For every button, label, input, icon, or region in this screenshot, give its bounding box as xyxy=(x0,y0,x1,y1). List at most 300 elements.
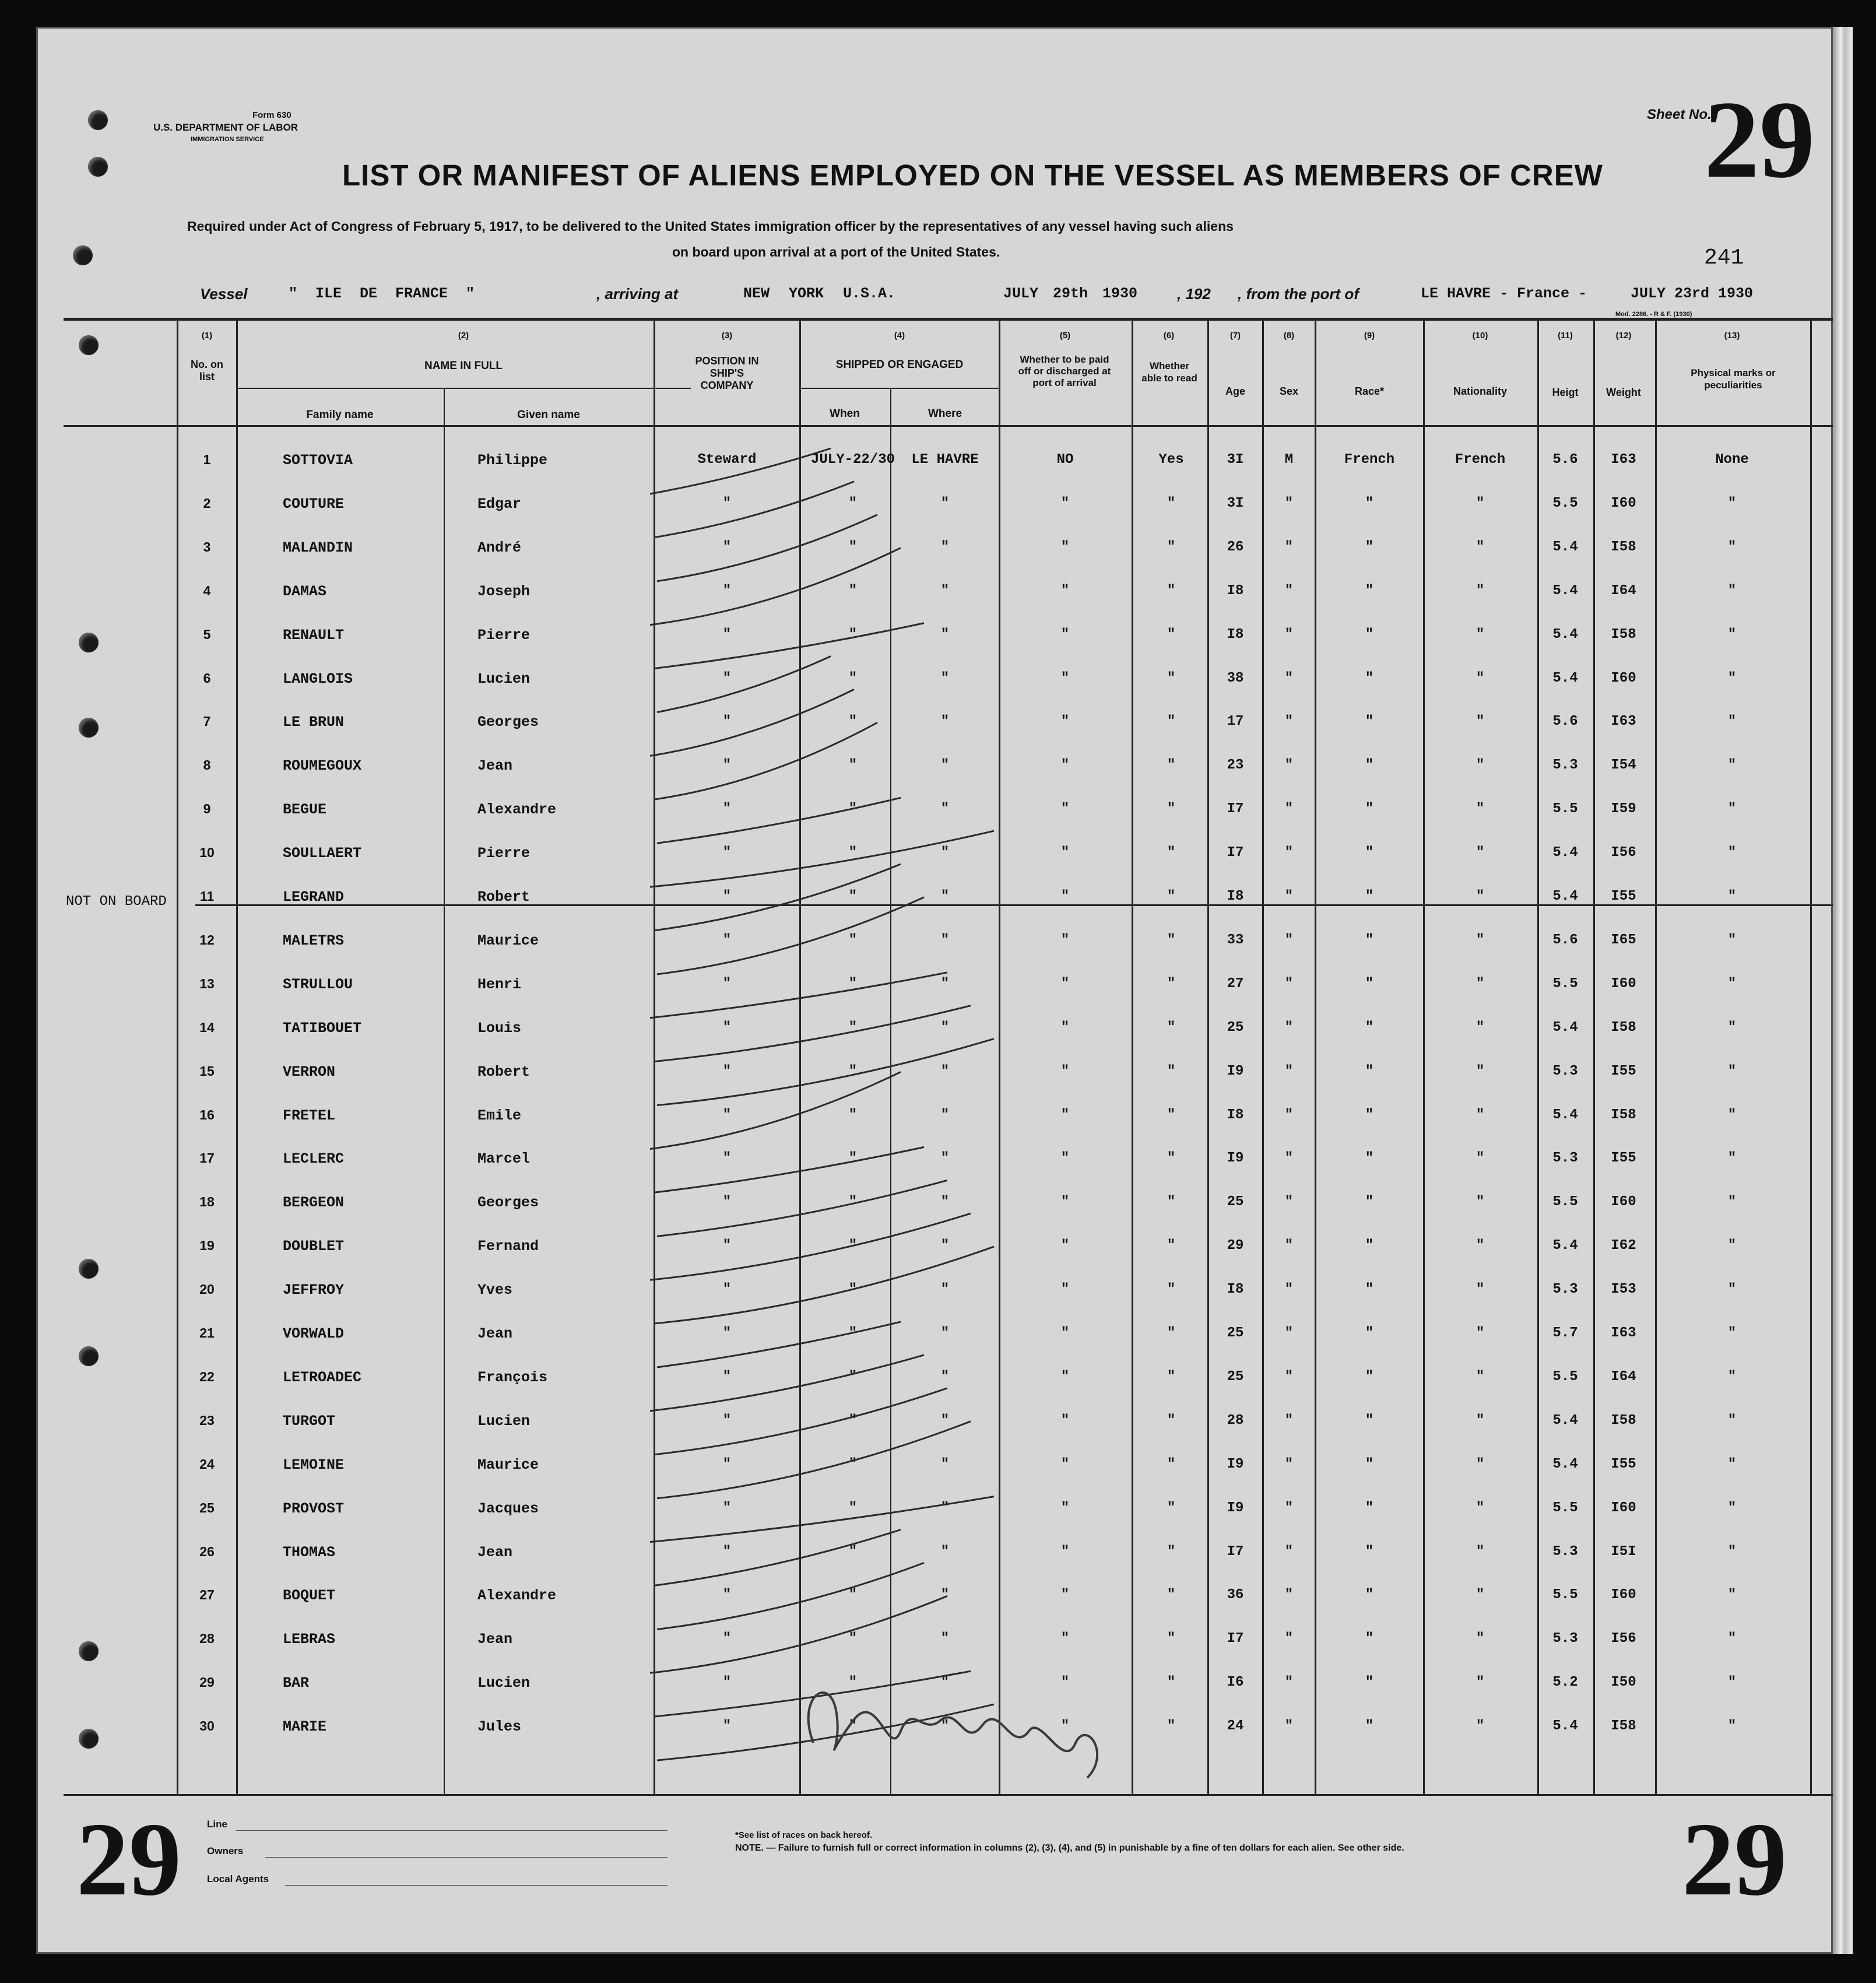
cell-given: Jean xyxy=(477,1325,513,1342)
punch-hole xyxy=(79,1346,99,1366)
cell-race: " xyxy=(1365,582,1374,599)
cell-weight: I64 xyxy=(1611,1368,1636,1385)
cell-sex: " xyxy=(1284,1325,1294,1341)
cell-weight: I56 xyxy=(1611,1631,1636,1647)
cell-nationality: " xyxy=(1475,1063,1485,1079)
cell-read: " xyxy=(1167,1282,1176,1298)
cell-position: " xyxy=(722,1500,732,1516)
cell-read: " xyxy=(1167,975,1176,992)
cell-nationality: " xyxy=(1475,539,1485,555)
cell-family: BEGUE xyxy=(283,801,327,819)
cell-no: 12 xyxy=(199,932,215,947)
footer-agents-label: Local Agents xyxy=(207,1873,269,1884)
cell-race: " xyxy=(1365,1194,1374,1210)
year-label: , 192 xyxy=(1177,285,1211,303)
cell-sex: " xyxy=(1284,626,1294,643)
cell-position: " xyxy=(722,1063,732,1079)
cell-height: 5.6 xyxy=(1552,932,1578,948)
cell-given: Jean xyxy=(477,757,513,775)
column-divider xyxy=(1593,320,1595,1795)
column-divider xyxy=(999,320,1000,1795)
cell-given: Lucien xyxy=(477,1675,531,1692)
footer-agents-rule xyxy=(285,1885,668,1886)
cell-given: Jean xyxy=(477,1543,513,1561)
cell-no: 25 xyxy=(199,1500,215,1515)
cell-when: " xyxy=(848,1587,858,1603)
punch-hole xyxy=(79,1641,99,1661)
cell-sex: " xyxy=(1284,1282,1294,1298)
footer-race-note: *See list of races on back hereof. xyxy=(735,1830,873,1840)
cell-race: " xyxy=(1365,1063,1374,1079)
footer-penalty-note: NOTE. — Failure to furnish full or correct information in columns (2), (3), (4), and (5) in punishable by a fine of ten dollars for each alien. See other side. xyxy=(735,1843,1404,1853)
cell-where: " xyxy=(940,670,950,686)
cell-race: " xyxy=(1365,1456,1374,1472)
cell-weight: I58 xyxy=(1611,1107,1636,1123)
col-9-number: (9) xyxy=(1364,331,1375,341)
cell-family: MARIE xyxy=(283,1718,327,1736)
cell-given: François xyxy=(477,1368,548,1386)
cell-given: Robert xyxy=(477,1063,531,1080)
cell-given: Louis xyxy=(477,1019,522,1037)
cell-race: " xyxy=(1365,1019,1374,1036)
cell-no: 4 xyxy=(203,582,211,598)
col-1-header: No. on list xyxy=(191,359,223,382)
pencil-check-stroke xyxy=(650,548,901,625)
cell-race: " xyxy=(1365,1587,1374,1603)
col-8-number: (8) xyxy=(1283,331,1295,341)
cell-position: " xyxy=(722,845,732,861)
cell-race: " xyxy=(1365,1500,1374,1516)
column-divider xyxy=(444,388,445,1795)
cell-race: French xyxy=(1344,452,1395,468)
cell-when: " xyxy=(848,495,858,511)
cell-where: " xyxy=(940,1019,950,1036)
punch-hole xyxy=(79,633,99,652)
cell-nationality: " xyxy=(1475,582,1485,599)
pencil-check-stroke xyxy=(650,1213,971,1280)
cell-when: " xyxy=(848,889,858,904)
cell-paid-off: " xyxy=(1060,1587,1070,1603)
col-5-header: Whether to be paid off or discharged at port of arrival xyxy=(1018,354,1111,388)
cell-given: Alexandre xyxy=(477,801,557,819)
not-on-board-strike xyxy=(195,904,1839,906)
vessel-name: " ILE DE FRANCE " xyxy=(289,285,475,302)
cell-weight: I60 xyxy=(1611,1587,1636,1603)
cell-nationality: " xyxy=(1475,1412,1485,1429)
pencil-check-stroke xyxy=(654,482,854,538)
cell-where: " xyxy=(940,1587,950,1603)
cell-weight: I58 xyxy=(1611,539,1636,555)
cell-read: " xyxy=(1167,1675,1176,1691)
cell-paid-off: " xyxy=(1060,1194,1070,1210)
cell-race: " xyxy=(1365,495,1374,511)
col-8-header: Sex xyxy=(1279,385,1299,397)
cell-weight: I58 xyxy=(1611,1412,1636,1429)
cell-marks: " xyxy=(1727,1325,1737,1341)
column-divider xyxy=(177,320,178,1795)
cell-age: I8 xyxy=(1227,582,1244,599)
cell-nationality: " xyxy=(1475,1368,1485,1385)
arriving-label: , arriving at xyxy=(596,285,679,303)
punch-hole xyxy=(79,1259,99,1279)
cell-where: " xyxy=(940,1631,950,1647)
cell-family: VERRON xyxy=(283,1063,336,1080)
cell-position: " xyxy=(722,539,732,555)
cell-marks: " xyxy=(1727,1500,1737,1516)
pencil-check-stroke xyxy=(654,623,924,669)
cell-height: 5.4 xyxy=(1552,1238,1578,1254)
subtitle-line-1: Required under Act of Congress of February 5, 1917, to be delivered to the United States immigration officer by the representatives of any vessel having such aliens xyxy=(187,219,1234,234)
cell-paid-off: " xyxy=(1060,801,1070,817)
column-divider xyxy=(890,388,891,1795)
cell-position: " xyxy=(722,495,732,511)
cell-given: Marcel xyxy=(477,1150,531,1168)
cell-marks: " xyxy=(1727,1282,1737,1298)
cell-sex: " xyxy=(1284,845,1294,861)
footer-line-rule xyxy=(236,1830,668,1831)
cell-read: " xyxy=(1167,1194,1176,1210)
cell-marks: " xyxy=(1727,714,1737,730)
cell-position: " xyxy=(722,932,732,948)
cell-sex: " xyxy=(1284,1150,1294,1167)
pencil-check-stroke xyxy=(654,1006,971,1062)
cell-weight: I50 xyxy=(1611,1675,1636,1691)
cell-age: I8 xyxy=(1227,626,1244,643)
col-11-header: Heigt xyxy=(1552,387,1579,398)
cell-no: 7 xyxy=(203,714,211,729)
cell-paid-off: " xyxy=(1060,1238,1070,1254)
cell-read: " xyxy=(1167,1412,1176,1429)
col-4a-header: When xyxy=(830,408,860,420)
cell-race: " xyxy=(1365,889,1374,904)
cell-age: 25 xyxy=(1227,1368,1244,1385)
cell-position: " xyxy=(722,1587,732,1603)
cell-where: " xyxy=(940,1368,950,1385)
cell-paid-off: NO xyxy=(1056,452,1074,468)
cell-no: 30 xyxy=(199,1718,215,1734)
cell-given: Alexandre xyxy=(477,1587,557,1605)
cell-when: JULY-22/30 xyxy=(810,452,895,468)
cell-when: " xyxy=(848,1500,858,1516)
cell-given: Edgar xyxy=(477,495,522,513)
cell-height: 5.4 xyxy=(1552,670,1578,686)
cell-age: 25 xyxy=(1227,1325,1244,1341)
cell-no: 17 xyxy=(199,1150,215,1166)
cell-when: " xyxy=(848,1543,858,1560)
cell-age: 25 xyxy=(1227,1019,1244,1036)
pencil-check-stroke xyxy=(654,864,901,931)
cell-age: I9 xyxy=(1227,1456,1244,1472)
cell-given: Lucien xyxy=(477,1412,531,1430)
col-12-number: (12) xyxy=(1615,331,1632,341)
column-divider xyxy=(1810,320,1812,1795)
cell-family: STRULLOU xyxy=(283,975,353,993)
cell-where: " xyxy=(940,1063,950,1079)
footer-line-label: Line xyxy=(207,1819,227,1830)
cell-height: 5.4 xyxy=(1552,582,1578,599)
col-3-header: POSITION IN SHIP'S COMPANY xyxy=(695,355,759,391)
cell-weight: I63 xyxy=(1611,714,1636,730)
cell-nationality: " xyxy=(1475,714,1485,730)
cell-paid-off: " xyxy=(1060,582,1070,599)
footer-sheet-number-left: 29 xyxy=(76,1801,181,1917)
col-12-header: Weight xyxy=(1606,387,1641,398)
cell-nationality: " xyxy=(1475,1587,1485,1603)
punch-hole xyxy=(88,157,108,177)
cell-when: " xyxy=(848,714,858,730)
cell-paid-off: " xyxy=(1060,1500,1070,1516)
cell-sex: " xyxy=(1284,889,1294,904)
cell-age: I9 xyxy=(1227,1063,1244,1079)
cell-weight: I60 xyxy=(1611,495,1636,511)
cell-no: 22 xyxy=(199,1368,215,1384)
cell-where: " xyxy=(940,539,950,555)
cell-family: LE BRUN xyxy=(283,714,345,731)
cell-age: I9 xyxy=(1227,1500,1244,1516)
column-divider xyxy=(1537,320,1539,1795)
pencil-check-stroke xyxy=(657,798,901,843)
cell-race: " xyxy=(1365,1412,1374,1429)
cell-when: " xyxy=(848,1631,858,1647)
cell-race: " xyxy=(1365,1368,1374,1385)
cell-nationality: " xyxy=(1475,1718,1485,1735)
cell-no: 27 xyxy=(199,1587,215,1603)
pencil-check-stroke xyxy=(657,1180,950,1236)
col-2b-header: Given name xyxy=(517,409,580,421)
cell-age: I7 xyxy=(1227,845,1244,861)
cell-position: " xyxy=(722,889,732,904)
cell-no: 21 xyxy=(199,1325,215,1340)
column-divider xyxy=(654,320,655,1795)
cell-where: " xyxy=(940,757,950,774)
cell-race: " xyxy=(1365,670,1374,686)
cell-given: Jean xyxy=(477,1631,513,1648)
cell-nationality: " xyxy=(1475,1194,1485,1210)
cell-read: " xyxy=(1167,1368,1176,1385)
cell-weight: I58 xyxy=(1611,1019,1636,1036)
pencil-check-stroke xyxy=(657,897,924,974)
punch-hole xyxy=(73,245,93,265)
cell-family: LETROADEC xyxy=(283,1368,362,1386)
pencil-check-stroke xyxy=(657,1563,924,1629)
cell-weight: I60 xyxy=(1611,975,1636,992)
cell-given: Fernand xyxy=(477,1238,539,1255)
cell-where: " xyxy=(940,1456,950,1472)
cell-height: 5.4 xyxy=(1552,889,1578,904)
column-divider xyxy=(1315,320,1316,1795)
cell-when: " xyxy=(848,582,858,599)
cell-age: I7 xyxy=(1227,801,1244,817)
cell-marks: " xyxy=(1727,1238,1737,1254)
cell-read: " xyxy=(1167,889,1176,904)
cell-weight: I55 xyxy=(1611,1063,1636,1079)
pencil-check-stroke xyxy=(650,973,950,1018)
cell-when: " xyxy=(848,626,858,643)
col-4-header: SHIPPED OR ENGAGED xyxy=(835,359,964,371)
form-number: Form 630 xyxy=(252,110,291,120)
cell-age: I8 xyxy=(1227,1282,1244,1298)
column-divider xyxy=(1262,320,1264,1795)
cell-sex: " xyxy=(1284,1718,1294,1735)
cell-marks: " xyxy=(1727,582,1737,599)
cell-marks: " xyxy=(1727,1675,1737,1691)
cell-when: " xyxy=(848,670,858,686)
cell-height: 5.4 xyxy=(1552,1107,1578,1123)
pencil-check-stroke xyxy=(657,515,877,581)
cell-weight: I54 xyxy=(1611,757,1636,774)
cell-nationality: " xyxy=(1475,975,1485,992)
cell-paid-off: " xyxy=(1060,670,1070,686)
cell-given: Pierre xyxy=(477,626,531,644)
cell-no: 26 xyxy=(199,1543,215,1559)
cell-race: " xyxy=(1365,1631,1374,1647)
pencil-check-stroke xyxy=(654,1147,924,1192)
cell-position: " xyxy=(722,1019,732,1036)
cell-sex: " xyxy=(1284,1368,1294,1385)
cell-marks: " xyxy=(1727,1063,1737,1079)
cell-paid-off: " xyxy=(1060,539,1070,555)
cell-read: " xyxy=(1167,1238,1176,1254)
cell-read: " xyxy=(1167,757,1176,774)
cell-no: 3 xyxy=(203,539,211,554)
department: U.S. DEPARTMENT OF LABOR xyxy=(153,122,298,133)
cell-marks: " xyxy=(1727,1631,1737,1647)
cell-age: 3I xyxy=(1227,495,1244,511)
cell-race: " xyxy=(1365,757,1374,774)
subheader-rule xyxy=(236,388,691,389)
cell-no: 5 xyxy=(203,626,211,642)
cell-race: " xyxy=(1365,1107,1374,1123)
cell-nationality: " xyxy=(1475,670,1485,686)
pencil-check-stroke xyxy=(654,1671,971,1717)
cell-age: I6 xyxy=(1227,1675,1244,1691)
pencil-check-stroke xyxy=(650,689,854,756)
cell-family: RENAULT xyxy=(283,626,345,644)
cell-family: FRETEL xyxy=(283,1107,336,1124)
cell-weight: I63 xyxy=(1611,1325,1636,1341)
cell-marks: " xyxy=(1727,495,1737,511)
cell-position: Steward xyxy=(697,452,757,468)
cell-race: " xyxy=(1365,1325,1374,1341)
cell-read: " xyxy=(1167,1150,1176,1167)
column-divider xyxy=(1423,320,1425,1795)
cell-weight: I5I xyxy=(1611,1543,1636,1560)
col-10-number: (10) xyxy=(1472,331,1488,341)
col-11-number: (11) xyxy=(1558,331,1573,341)
cell-sex: " xyxy=(1284,495,1294,511)
cell-weight: I55 xyxy=(1611,1150,1636,1167)
cell-age: 36 xyxy=(1227,1587,1244,1603)
cell-height: 5.3 xyxy=(1552,1631,1578,1647)
cell-height: 5.4 xyxy=(1552,1718,1578,1735)
cell-where: " xyxy=(940,1412,950,1429)
cell-paid-off: " xyxy=(1060,1150,1070,1167)
cell-given: Georges xyxy=(477,1194,539,1212)
col-5-number: (5) xyxy=(1059,331,1071,341)
arriving-port: NEW YORK U.S.A. xyxy=(743,285,896,302)
cell-family: TURGOT xyxy=(283,1412,336,1430)
cell-no: 6 xyxy=(203,670,211,686)
pencil-check-stroke xyxy=(657,1322,901,1367)
from-port: LE HAVRE - France - xyxy=(1421,285,1587,302)
cell-age: 28 xyxy=(1227,1412,1244,1429)
cell-family: THOMAS xyxy=(283,1543,336,1561)
cell-paid-off: " xyxy=(1060,1325,1070,1341)
pencil-check-stroke xyxy=(654,722,877,799)
cell-weight: I53 xyxy=(1611,1282,1636,1298)
cell-height: 5.3 xyxy=(1552,1282,1578,1298)
cell-no: 24 xyxy=(199,1456,215,1472)
cell-nationality: " xyxy=(1475,889,1485,904)
cell-paid-off: " xyxy=(1060,626,1070,643)
cell-paid-off: " xyxy=(1060,1675,1070,1691)
cell-nationality: " xyxy=(1475,1238,1485,1254)
pencil-check-stroke xyxy=(657,1422,971,1498)
column-divider xyxy=(1132,320,1133,1795)
cell-marks: " xyxy=(1727,1107,1737,1123)
cell-height: 5.3 xyxy=(1552,1150,1578,1167)
cell-paid-off: " xyxy=(1060,495,1070,511)
cell-nationality: " xyxy=(1475,1456,1485,1472)
cell-height: 5.4 xyxy=(1552,1412,1578,1429)
cell-where: " xyxy=(940,714,950,730)
cell-nationality: " xyxy=(1475,495,1485,511)
cell-height: 5.3 xyxy=(1552,1063,1578,1079)
cell-sex: " xyxy=(1284,1194,1294,1210)
cell-nationality: " xyxy=(1475,1500,1485,1516)
cell-paid-off: " xyxy=(1060,1412,1070,1429)
punch-hole xyxy=(88,110,108,130)
pencil-check-stroke xyxy=(654,1530,901,1586)
cell-when: " xyxy=(848,975,858,992)
cell-position: " xyxy=(722,582,732,599)
cell-position: " xyxy=(722,1368,732,1385)
cell-age: I8 xyxy=(1227,889,1244,904)
cell-position: " xyxy=(722,670,732,686)
cell-position: " xyxy=(722,1543,732,1560)
col-2-header: NAME IN FULL xyxy=(424,360,503,372)
cell-marks: " xyxy=(1727,1194,1737,1210)
cell-when: " xyxy=(848,801,858,817)
cell-position: " xyxy=(722,975,732,992)
cell-position: " xyxy=(722,1194,732,1210)
cell-marks: " xyxy=(1727,1543,1737,1560)
col-2-number: (2) xyxy=(458,331,469,341)
cell-when: " xyxy=(848,539,858,555)
cell-no: 28 xyxy=(199,1631,215,1647)
subheader-rule xyxy=(800,388,999,389)
col-1-number: (1) xyxy=(201,331,213,341)
cell-height: 5.4 xyxy=(1552,539,1578,555)
cell-family: DOUBLET xyxy=(283,1238,345,1255)
cell-position: " xyxy=(722,1150,732,1167)
cell-when: " xyxy=(848,1368,858,1385)
pencil-check-stroke xyxy=(650,1072,901,1149)
pencil-check-stroke xyxy=(657,657,831,713)
cell-paid-off: " xyxy=(1060,1107,1070,1123)
cell-height: 5.4 xyxy=(1552,626,1578,643)
cell-where: " xyxy=(940,1150,950,1167)
cell-family: ROUMEGOUX xyxy=(283,757,362,775)
cell-race: " xyxy=(1365,845,1374,861)
cell-read: " xyxy=(1167,1325,1176,1341)
cell-height: 5.4 xyxy=(1552,1019,1578,1036)
cell-when: " xyxy=(848,1019,858,1036)
cell-family: VORWALD xyxy=(283,1325,345,1342)
cell-paid-off: " xyxy=(1060,1543,1070,1560)
cell-given: Robert xyxy=(477,889,531,905)
cell-race: " xyxy=(1365,626,1374,643)
